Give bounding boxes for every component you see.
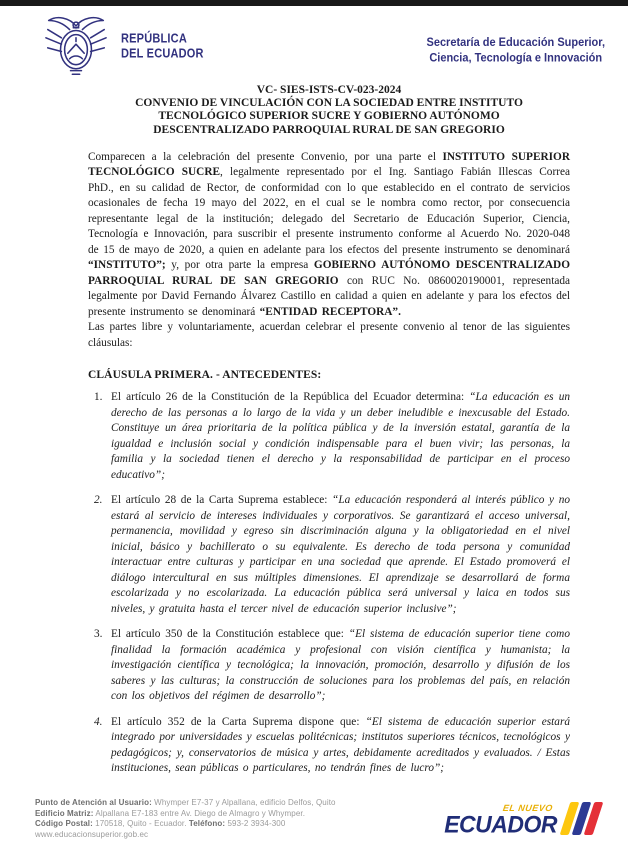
ecuador-coat-of-arms-icon [35, 14, 117, 78]
antecedentes-list [88, 390, 570, 777]
footer-line-matriz: Edificio Matriz: Alpallana E7-183 entre Av. Diego de Almagro y Whymper. [35, 808, 306, 818]
acuerdo-paragraph: Las partes libre y voluntariamente, acuerdan celebrar el presente convenio al tenor de las siguientes cláusulas: [88, 321, 570, 349]
title-line-3: DESCENTRALIZADO PARROQUIAL RURAL DE SAN GREGORIO [153, 123, 505, 136]
footer-line-postal-telefono: Código Postal: 170518, Quito - Ecuador. Teléfono: 593-2 3934-300 [35, 819, 286, 828]
el-nuevo-label: EL NUEVO [502, 803, 554, 813]
item-number: 2. [94, 494, 103, 507]
republica-del-ecuador-brand [35, 14, 204, 78]
item-text: El artículo 28 de la Carta Suprema establece: “La educación responderá al interés público y no estará al servicio de intereses individuales y corporativos. Se garantizará el acceso universal, permanencia, movilidad y egreso sin discriminación alguna y la obligatoriedad en el nivel inicial, básico y bachillerato o su equivalente. Es derecho de toda persona y comunidad interactuar entre culturas y participar en una sociedad que aprende. El Estado promoverá el diálogo intercultural en sus múltiples dimensiones. El aprendizaje se desarrollará de forma escolarizada y no escolarizada. La educación pública será universal y laica en todos sus niveles, y gratuita hasta el tercer nivel de educación superior inclusive”; [111, 494, 570, 615]
antecedente-item-3 [88, 627, 570, 705]
item-number: 3. [94, 628, 103, 641]
clausula-primera-heading: CLÁUSULA PRIMERA. - ANTECEDENTES: [88, 369, 322, 382]
antecedente-item-4 [88, 715, 570, 777]
secretaria-line-2: Ciencia, Tecnología e Innovación [429, 50, 603, 65]
document-footer [0, 796, 628, 846]
item-text: El artículo 352 de la Carta Suprema dispone que: “El sistema de educación superior estará integrado por universidades y escuelas politécnicas; institutos superiores técnicos, tecnológicos y pedagógicos; y, conservatorios de música y artes, debidamente acreditados y evaluados. / Estas instituciones, sean públicas o particulares, no tendrán fines de lucro”; [111, 715, 570, 775]
flag-stripes-icon [562, 802, 598, 835]
item-text: El artículo 26 de la Constitución de la República del Ecuador determina: “La educación es un derecho de las personas a lo largo de la vida y un deber ineludible e inexcusable del Estado. Constituye un área prioritaria de la política pública y de la inversión estatal, garantía de la igualdad e inclusión social y condición indispensable para el buen vivir; las personas, la familia y la sociedad tienen el derecho y la responsabilidad de participar en el proceso educativo”; [111, 391, 570, 481]
brand-line-2: DEL ECUADOR [121, 46, 204, 60]
document-code: VC- SIES-ISTS-CV-023-2024 [256, 84, 402, 96]
title-line-2: TECNOLÓGICO SUPERIOR SUCRE Y GOBIERNO AUTÓNOMO [158, 110, 500, 123]
item-number: 1. [94, 391, 103, 404]
footer-line-atencion: Punto de Atención al Usuario: Whymper E7-37 y Alpallana, edificio Delfos, Quito [35, 798, 336, 807]
antecedente-item-2 [88, 493, 570, 617]
el-nuevo-ecuador-logo [444, 802, 598, 838]
footer-contact-info [35, 798, 336, 840]
document-body [88, 84, 570, 777]
secretaria-line-1: Secretaría de Educación Superior, [426, 36, 605, 50]
title-line-1: CONVENIO DE VINCULACIÓN CON LA SOCIEDAD ENTRE INSTITUTO [135, 97, 523, 110]
document-header [0, 6, 628, 80]
brand-text [121, 32, 204, 61]
item-number: 4. [94, 715, 103, 728]
comparecencia-paragraph: Comparecen a la celebración del presente Convenio, por una parte el INSTITUTO SUPERIOR TECNOLÓGICO SUCRE, legalmente representado por el Ing. Santiago Fabián Illescas Correa PhD., en su calidad de Rector, de conformidad con lo que establecido en el contrato de servicios ocasionales de fecha 19 mayo del 2022, en el cual se le nombra como rector, por consecuencia representante legal de la institución; delegado del Secretario de Educación Superior, Ciencia, Tecnología e Innovación, para suscribir el presente instrumento conforme al Acuerdo No. 2020-048 de 15 de mayo de 2020, a quien en adelante para los efectos del presente instrumento se denominará “INSTITUTO”; y, por otra parte la empresa GOBIERNO AUTÓNOMO DESCENTRALIZADO PARROQUIAL RURAL DE SAN GREGORIO con RUC No. 0860020190001, representada legalmente por David Fernando Álvarez Castillo en calidad a quien en adelante y para los efectos del presente instrumento se denominará “ENTIDAD RECEPTORA”. [88, 150, 571, 318]
item-text: El artículo 350 de la Constitución establece que: “El sistema de educación superior tiene como finalidad la formación académica y profesional con visión científica y humanista; la investigación científica y tecnológica; la innovación, promoción, desarrollo y difusión de los saberes y las culturas; la construcción de soluciones para los problemas del país, en relación con los objetivos del régimen de desarrollo”; [111, 628, 570, 703]
document-title [88, 97, 570, 137]
antecedente-item-1 [88, 390, 570, 483]
ecuador-label: ECUADOR [444, 810, 557, 838]
secretaria-title [426, 36, 605, 66]
el-nuevo-ecuador-wordmark [444, 803, 557, 838]
brand-line-1: REPÚBLICA [121, 31, 187, 46]
footer-website: www.educacionsuperior.gob.ec [35, 829, 149, 839]
